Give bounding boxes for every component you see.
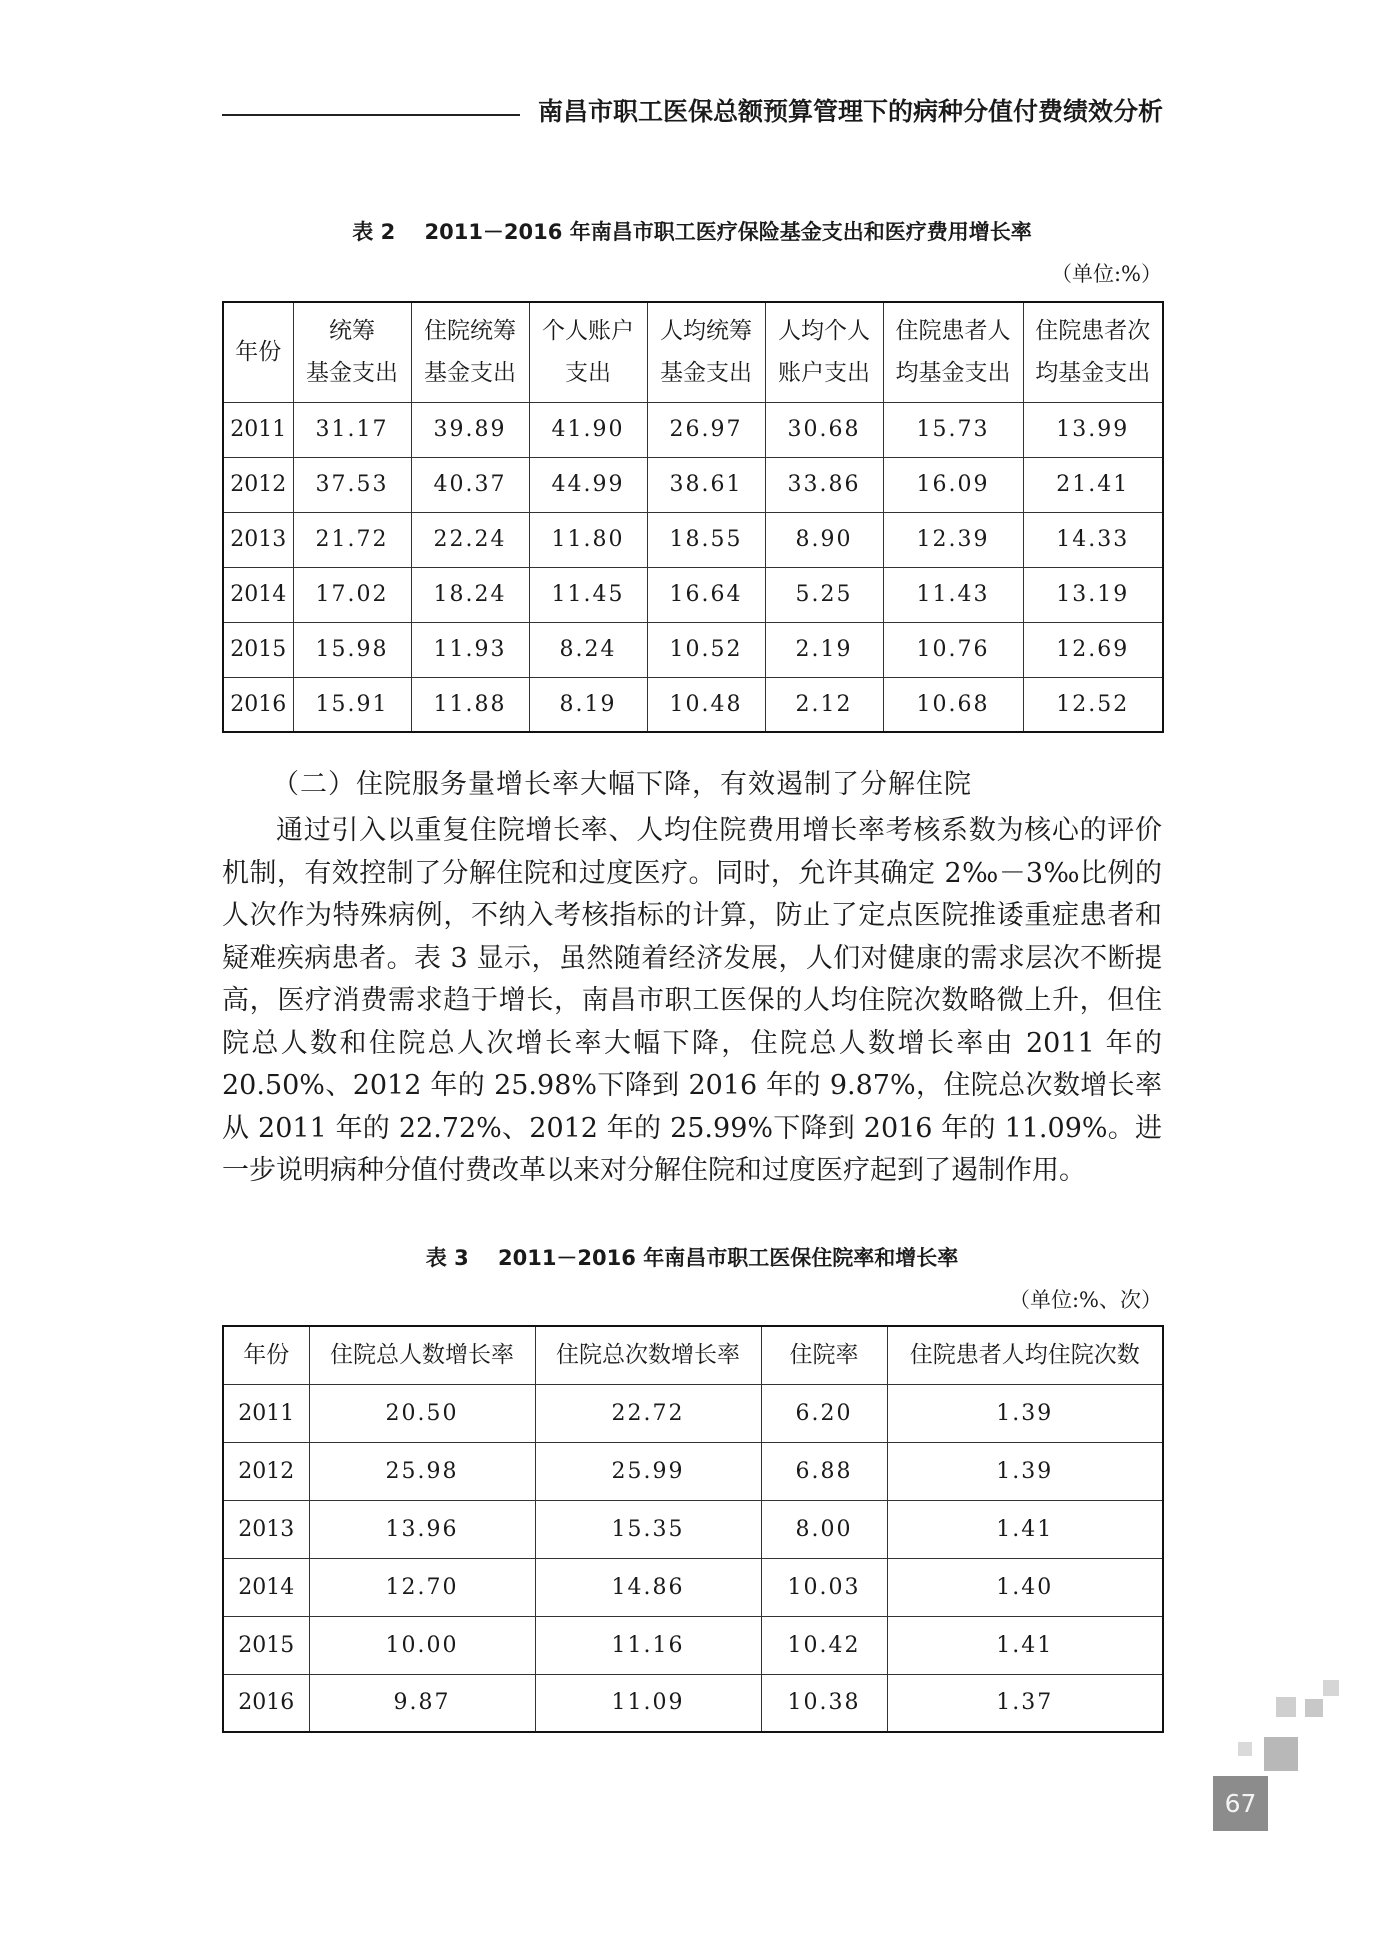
table3-caption	[222, 1242, 1162, 1272]
table-cell: 1.41	[887, 1500, 1163, 1558]
table-cell: 39.89	[411, 402, 529, 457]
table-cell: 22.24	[411, 512, 529, 567]
table2-header-col1: 统筹 基金支出	[293, 302, 411, 402]
table-cell: 16.64	[647, 567, 765, 622]
table-cell: 16.09	[883, 457, 1023, 512]
table-cell: 38.61	[647, 457, 765, 512]
table-row	[223, 567, 1163, 622]
table-cell: 14.86	[535, 1558, 761, 1616]
table-cell: 13.96	[309, 1500, 535, 1558]
decorative-square	[1305, 1699, 1323, 1717]
table-cell: 8.24	[529, 622, 647, 677]
table-cell: 18.55	[647, 512, 765, 567]
table-row	[223, 622, 1163, 677]
table-row	[223, 1500, 1163, 1558]
table-cell: 13.19	[1023, 567, 1163, 622]
table-cell: 11.09	[535, 1674, 761, 1732]
section-heading: （二）住院服务量增长率大幅下降，有效遏制了分解住院	[272, 769, 972, 800]
table-cell: 11.88	[411, 677, 529, 732]
table-cell: 2015	[223, 622, 293, 677]
table-cell: 11.43	[883, 567, 1023, 622]
table3-title: 2011－2016 年南昌市职工医保住院率和增长率	[497, 1246, 959, 1270]
table3-label: 表 3	[425, 1246, 469, 1270]
table-cell: 12.70	[309, 1558, 535, 1616]
table2-header-col2: 住院统筹 基金支出	[411, 302, 529, 402]
table2	[222, 301, 1164, 733]
table2-caption	[222, 216, 1162, 246]
decorative-square	[1238, 1742, 1252, 1756]
decorative-square	[1276, 1697, 1296, 1717]
table-cell: 37.53	[293, 457, 411, 512]
table-cell: 10.38	[761, 1674, 887, 1732]
table-row	[223, 512, 1163, 567]
table-cell: 11.93	[411, 622, 529, 677]
table-cell: 15.91	[293, 677, 411, 732]
table2-title: 2011－2016 年南昌市职工医疗保险基金支出和医疗费用增长率	[424, 220, 1032, 244]
table-cell: 2016	[223, 1674, 309, 1732]
table-cell: 2014	[223, 567, 293, 622]
table-cell: 21.41	[1023, 457, 1163, 512]
table2-header-row	[223, 302, 1163, 402]
table-cell: 21.72	[293, 512, 411, 567]
table-cell: 6.88	[761, 1442, 887, 1500]
table-row	[223, 457, 1163, 512]
table-cell: 33.86	[765, 457, 883, 512]
table-cell: 40.37	[411, 457, 529, 512]
table-cell: 30.68	[765, 402, 883, 457]
table-cell: 2.19	[765, 622, 883, 677]
table-cell: 8.90	[765, 512, 883, 567]
table3-header-col3: 住院率	[761, 1326, 887, 1384]
table-cell: 11.16	[535, 1616, 761, 1674]
table-cell: 2011	[223, 402, 293, 457]
table-cell: 10.52	[647, 622, 765, 677]
table-row	[223, 1616, 1163, 1674]
table-cell: 12.39	[883, 512, 1023, 567]
table2-header-col4: 人均统筹 基金支出	[647, 302, 765, 402]
table-cell: 1.37	[887, 1674, 1163, 1732]
table3-header-row	[223, 1326, 1163, 1384]
table-cell: 2013	[223, 1500, 309, 1558]
table2-header-col7: 住院患者次 均基金支出	[1023, 302, 1163, 402]
table-cell: 10.42	[761, 1616, 887, 1674]
table-cell: 10.68	[883, 677, 1023, 732]
table-cell: 1.39	[887, 1442, 1163, 1500]
table2-label: 表 2	[352, 220, 396, 244]
table-row	[223, 1384, 1163, 1442]
table-cell: 2011	[223, 1384, 309, 1442]
table-cell: 1.39	[887, 1384, 1163, 1442]
table-cell: 9.87	[309, 1674, 535, 1732]
table-cell: 18.24	[411, 567, 529, 622]
table-cell: 10.48	[647, 677, 765, 732]
table-cell: 14.33	[1023, 512, 1163, 567]
section-paragraph: 通过引入以重复住院增长率、人均住院费用增长率考核系数为核心的评价机制，有效控制了分解住院和过度医疗。同时，允许其确定 2‰－3‰比例的人次作为特殊病例，不纳入考核指标的计算，防止了定点医院推诿重症患者和疑难疾病患者。表 3 显示，虽然随着经济发展，人们对健康的需求层次不断提高，医疗消费需求趋于增长，南昌市职工医保的人均住院次数略微上升，但住院总人数和住院总人次增长率大幅下降，住院总人数增长率由 2011 年的 20.50%、2012 年的 25.98%下降到 2016 年的 9.87%，住院总次数增长率从 2011 年的 22.72%、2012 年的 25.99%下降到 2016 年的 11.09%。进一步说明病种分值付费改革以来对分解住院和过度医疗起到了遏制作用。	[222, 815, 1162, 1186]
table-cell: 6.20	[761, 1384, 887, 1442]
running-title: 南昌市职工医保总额预算管理下的病种分值付费绩效分析	[538, 97, 1164, 126]
table-cell: 31.17	[293, 402, 411, 457]
table-cell: 25.99	[535, 1442, 761, 1500]
table3-header-col4: 住院患者人均住院次数	[887, 1326, 1163, 1384]
table3-header-col1: 住院总人数增长率	[309, 1326, 535, 1384]
table-cell: 13.99	[1023, 402, 1163, 457]
table2-header-year: 年份	[223, 302, 293, 402]
table2-header-col6: 住院患者人 均基金支出	[883, 302, 1023, 402]
table-cell: 5.25	[765, 567, 883, 622]
table-cell: 10.76	[883, 622, 1023, 677]
table-row	[223, 402, 1163, 457]
table-cell: 44.99	[529, 457, 647, 512]
table-cell: 2012	[223, 457, 293, 512]
table-cell: 2015	[223, 1616, 309, 1674]
table-cell: 11.45	[529, 567, 647, 622]
table3-header-col2: 住院总次数增长率	[535, 1326, 761, 1384]
table-cell: 10.00	[309, 1616, 535, 1674]
table-cell: 12.52	[1023, 677, 1163, 732]
table-cell: 12.69	[1023, 622, 1163, 677]
table-cell: 15.35	[535, 1500, 761, 1558]
table-cell: 1.40	[887, 1558, 1163, 1616]
table-row	[223, 1674, 1163, 1732]
table2-header-col5: 人均个人 账户支出	[765, 302, 883, 402]
table3-unit: （单位:%、次）	[1008, 1288, 1162, 1312]
table-cell: 2012	[223, 1442, 309, 1500]
table2-header-col3: 个人账户 支出	[529, 302, 647, 402]
table-cell: 2014	[223, 1558, 309, 1616]
table-cell: 2013	[223, 512, 293, 567]
table-cell: 15.73	[883, 402, 1023, 457]
table-cell: 22.72	[535, 1384, 761, 1442]
table-cell: 17.02	[293, 567, 411, 622]
table-cell: 2016	[223, 677, 293, 732]
table-cell: 41.90	[529, 402, 647, 457]
table3-header-year: 年份	[223, 1326, 309, 1384]
decorative-square	[1264, 1737, 1298, 1771]
table-cell: 11.80	[529, 512, 647, 567]
table-row	[223, 1558, 1163, 1616]
header-rule	[222, 114, 520, 116]
table-row	[223, 1442, 1163, 1500]
table-cell: 25.98	[309, 1442, 535, 1500]
page-number: 67	[1213, 1776, 1268, 1831]
decorative-square	[1323, 1680, 1339, 1696]
table-cell: 8.19	[529, 677, 647, 732]
table-row	[223, 677, 1163, 732]
table-cell: 20.50	[309, 1384, 535, 1442]
table-cell: 26.97	[647, 402, 765, 457]
table-cell: 15.98	[293, 622, 411, 677]
table-cell: 8.00	[761, 1500, 887, 1558]
table-cell: 10.03	[761, 1558, 887, 1616]
table-cell: 2.12	[765, 677, 883, 732]
table3	[222, 1325, 1164, 1733]
table-cell: 1.41	[887, 1616, 1163, 1674]
table2-unit: （单位:%）	[1050, 262, 1162, 286]
